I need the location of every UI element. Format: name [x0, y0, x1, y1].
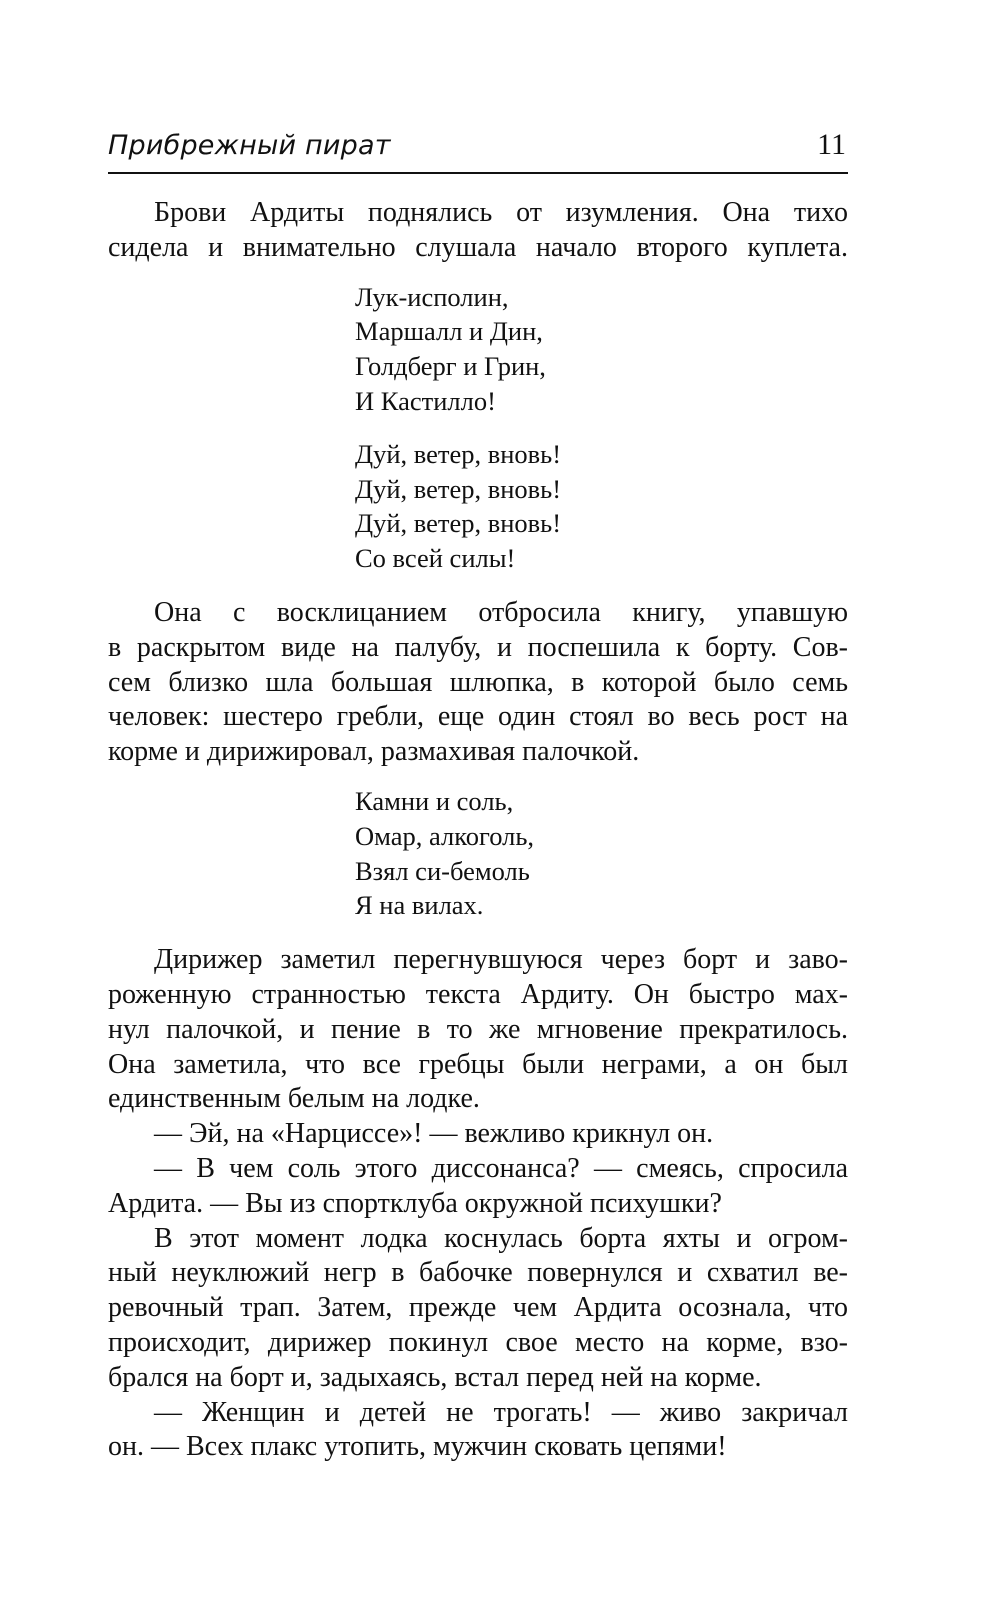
verse-line: Голдберг и Грин, [355, 351, 546, 382]
text-line: ревочный трап. Затем, прежде чем Ардита осознала, что [108, 1292, 848, 1324]
verse-stanza [355, 280, 848, 419]
body-text [108, 196, 848, 1465]
text-line: ный неуклюжий негр в бабочке повернулся и схватил ве- [108, 1257, 848, 1289]
text-line: он. — Всех плакс утопить, мужчин сковать цепями! [108, 1431, 727, 1463]
text-line: нул палочкой, и пение в то же мгновение прекратилось. [108, 1013, 848, 1045]
text-line: Она заметила, что все гребцы были неграми, а он был [108, 1048, 848, 1080]
paragraph [108, 1396, 848, 1466]
text-line: сидела и внимательно слушала начало второго куплета. [108, 231, 848, 263]
page-number: 11 [817, 128, 846, 161]
verse-line: Со всей силы! [355, 543, 516, 574]
running-header [108, 124, 848, 174]
verse-line: Дуй, ветер, вновь! [355, 473, 562, 504]
text-line: происходит, дирижер покинул свое место на корме, взо- [108, 1326, 848, 1358]
text-line: брался на борт и, задыхаясь, встал перед ней на корме. [108, 1361, 762, 1393]
text-line: — Эй, на «Нарциссе»! — вежливо крикнул он. [154, 1118, 714, 1150]
text-line: сем близко шла большая шлюпка, в которой было семь [108, 666, 848, 698]
verse-line: Дуй, ветер, вновь! [355, 438, 562, 469]
book-page [108, 124, 848, 1465]
text-line: корме и дирижировал, размахивая палочкой. [108, 736, 640, 768]
text-line: В этот момент лодка коснулась борта яхты и огром- [154, 1222, 848, 1254]
verse-stanza [355, 437, 848, 576]
text-line: Брови Ардиты поднялись от изумления. Она тихо [154, 197, 848, 228]
text-line: роженную странностью текста Ардиту. Он быстро мах- [108, 978, 848, 1010]
verse-block [108, 784, 848, 923]
verse-line: Омар, алкоголь, [355, 820, 535, 851]
text-line: Ардита. — Вы из спортклуба окружной психушки? [108, 1187, 722, 1219]
paragraph [108, 1152, 848, 1222]
verse-line: И Кастилло! [355, 385, 496, 416]
paragraph [108, 1222, 848, 1396]
verse-line: Я на вилах. [355, 890, 484, 921]
paragraph [108, 943, 848, 1117]
text-line: Она с восклицанием отбросила книгу, упавшую [154, 596, 848, 628]
running-title: Прибрежный пират [108, 130, 391, 161]
paragraph [108, 196, 848, 266]
verse-line: Камни и соль, [355, 785, 514, 816]
text-line: единственным белым на лодке. [108, 1083, 480, 1115]
text-line: человек: шестеро гребли, еще один стоял во весь рост на [108, 701, 848, 733]
verse-line: Маршалл и Дин, [355, 316, 543, 347]
verse-line: Дуй, ветер, вновь! [355, 508, 562, 539]
verse-line: Лук-исполин, [355, 281, 509, 312]
text-line: — Женщин и детей не трогать! — живо закричал [154, 1396, 848, 1428]
verse-block [108, 280, 848, 576]
text-line: в раскрытом виде на палубу, и поспешила к борту. Сов- [108, 631, 848, 663]
paragraph [108, 596, 848, 770]
verse-line: Взял си-бемоль [355, 855, 530, 886]
paragraph [108, 1117, 848, 1152]
text-line: — В чем соль этого диссонанса? — смеясь, спросила [154, 1152, 848, 1184]
text-line: Дирижер заметил перегнувшуюся через борт и заво- [154, 944, 848, 976]
verse-stanza [355, 784, 848, 923]
